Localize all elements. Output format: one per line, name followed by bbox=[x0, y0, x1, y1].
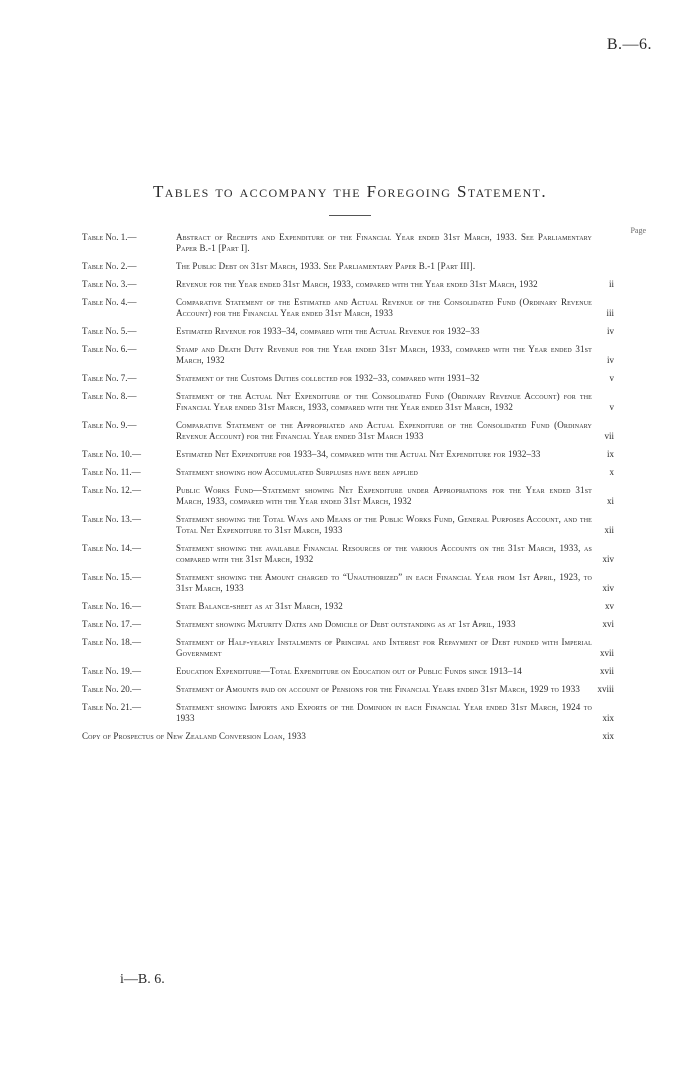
toc-entry-page: xix bbox=[602, 731, 614, 741]
toc-entry-text: Statement showing the available Financial Resources of the various Accounts on the 31st March, 1933, as compared with the 31st March, 1932 bbox=[176, 543, 592, 564]
toc-entry-label: Table No. 9.— bbox=[82, 420, 137, 430]
toc-entry bbox=[82, 326, 614, 337]
toc-entry-page: ii bbox=[608, 279, 614, 289]
toc-entry-label: Table No. 5.— bbox=[82, 326, 137, 336]
toc-entry-page: xviii bbox=[597, 684, 614, 694]
toc-entry-page: xvii bbox=[599, 666, 614, 676]
toc-entry-text: Abstract of Receipts and Expenditure of the Financial Year ended 31st March, 1933. See Parliamentary Paper B.-1 [Part I]. bbox=[176, 232, 592, 253]
toc-entry-page: x bbox=[609, 467, 614, 477]
toc-entry bbox=[82, 601, 614, 612]
toc-entry-label: Table No. 8.— bbox=[82, 391, 137, 401]
toc-entry-label: Table No. 14.— bbox=[82, 543, 141, 553]
toc-entry-text: Revenue for the Year ended 31st March, 1933, compared with the Year ended 31st March, 1932 bbox=[176, 279, 538, 289]
toc-entry-page: vii bbox=[604, 431, 614, 441]
toc-entry-label: Table No. 18.— bbox=[82, 637, 141, 647]
toc-entry-text: State Balance-sheet as at 31st March, 1932 bbox=[176, 601, 343, 611]
toc-entry-label: Table No. 15.— bbox=[82, 572, 141, 582]
toc-entry-text: Statement of Half-yearly Instalments of Principal and Interest for Repayment of Debt funded with Imperial Government bbox=[176, 637, 592, 658]
toc-entry bbox=[82, 420, 614, 442]
sheet-reference: i—B. 6. bbox=[120, 972, 165, 987]
toc-entry-label: Table No. 1.— bbox=[82, 232, 137, 242]
toc-entry-text: Statement showing the Total Ways and Means of the Public Works Fund, General Purposes Account, and the Total Net Expenditure to 31st March, 1933 bbox=[176, 514, 592, 535]
toc-entry bbox=[82, 232, 614, 254]
toc-entry-text: Statement showing Maturity Dates and Domicile of Debt outstanding as at 1st April, 1933 bbox=[176, 619, 516, 629]
toc-entry-page: iii bbox=[606, 308, 614, 318]
toc-entry-page: xi bbox=[606, 496, 614, 506]
toc-entry-text: Statement of Amounts paid on account of Pensions for the Financial Years ended 31st March, 1929 to 1933 bbox=[176, 684, 581, 694]
title-divider bbox=[329, 215, 371, 216]
toc-entry bbox=[82, 637, 614, 659]
toc-entry bbox=[82, 666, 614, 677]
toc-entry-page: xiv bbox=[602, 554, 614, 564]
toc-entry-page: xii bbox=[604, 525, 614, 535]
toc-entry-text: Statement showing the Amount charged to “Unauthorized” in each Financial Year from 1st April, 1923, to 31st March, 1933 bbox=[176, 572, 592, 593]
toc-entry-text: Public Works Fund—Statement showing Net Expenditure under Appropriations for the Year ended 31st March, 1933, compared with the Year ended 31st March, 1932 bbox=[176, 485, 592, 506]
toc-entry-text: Statement of the Customs Duties collected for 1932–33, compared with 1931–32 bbox=[176, 373, 480, 383]
toc-entry-page: xix bbox=[602, 713, 614, 723]
toc-entry-page: v bbox=[609, 373, 614, 383]
toc-entry bbox=[82, 543, 614, 565]
toc-entry bbox=[82, 731, 614, 742]
toc-entry-text: Estimated Revenue for 1933–34, compared with the Actual Revenue for 1932–33 bbox=[176, 326, 480, 336]
toc-entry-label: Table No. 17.— bbox=[82, 619, 141, 629]
toc-entry bbox=[82, 619, 614, 630]
toc-entry-text: Comparative Statement of the Appropriated and Actual Expenditure of the Consolidated Fund (Ordinary Revenue Account) for the Financial Year ended 31st March 1933 bbox=[176, 420, 592, 441]
toc-entry bbox=[82, 467, 614, 478]
table-of-contents bbox=[82, 232, 614, 749]
toc-entry-text: Statement of the Actual Net Expenditure of the Consolidated Fund (Ordinary Revenue Account) for the Financial Year ended 31st March, 1933, compared with the Year ended 31st March, 1932 bbox=[176, 391, 592, 412]
toc-entry-label: Table No. 10.— bbox=[82, 449, 141, 459]
toc-entry bbox=[82, 279, 614, 290]
toc-entry-label: Table No. 20.— bbox=[82, 684, 141, 694]
toc-entry-page: iv bbox=[606, 326, 614, 336]
toc-entry-label: Table No. 19.— bbox=[82, 666, 141, 676]
toc-entry-label: Table No. 11.— bbox=[82, 467, 141, 477]
toc-entry-text: Statement showing how Accumulated Surpluses have been applied bbox=[176, 467, 418, 477]
toc-entry-text: Comparative Statement of the Estimated and Actual Revenue of the Consolidated Fund (Ordinary Revenue Account) for the Financial Year ended 31st March, 1933 bbox=[176, 297, 592, 318]
toc-entry-label: Table No. 2.— bbox=[82, 261, 137, 271]
toc-entry-page: v bbox=[609, 402, 614, 412]
toc-entry bbox=[82, 702, 614, 724]
toc-entry-page: xv bbox=[605, 601, 614, 611]
toc-entry bbox=[82, 684, 614, 695]
toc-entry-text: The Public Debt on 31st March, 1933. See Parliamentary Paper B.-1 [Part III]. bbox=[176, 261, 476, 271]
toc-entry-label: Table No. 7.— bbox=[82, 373, 137, 383]
toc-entry-label: Table No. 12.— bbox=[82, 485, 141, 495]
toc-entry bbox=[82, 514, 614, 536]
toc-entry bbox=[82, 572, 614, 594]
toc-entry-label: Table No. 13.— bbox=[82, 514, 141, 524]
toc-entry-label: Table No. 4.— bbox=[82, 297, 137, 307]
toc-entry-page: ix bbox=[606, 449, 614, 459]
toc-entry-text: Copy of Prospectus of New Zealand Conversion Loan, 1933 bbox=[82, 731, 307, 741]
toc-entry-page: xvii bbox=[599, 648, 614, 658]
toc-entry bbox=[82, 485, 614, 507]
toc-entry bbox=[82, 391, 614, 413]
toc-entry-label: Table No. 3.— bbox=[82, 279, 137, 289]
toc-entry-text: Statement showing Imports and Exports of the Dominion in each Financial Year ended 31st March, 1924 to 1933 bbox=[176, 702, 592, 723]
page-column-label: Page bbox=[630, 226, 646, 235]
toc-entry-text: Estimated Net Expenditure for 1933–34, compared with the Actual Net Expenditure for 1932–33 bbox=[176, 449, 541, 459]
toc-entry-page: iv bbox=[606, 355, 614, 365]
toc-entry bbox=[82, 261, 614, 272]
toc-entry-page: xvi bbox=[602, 619, 614, 629]
toc-entry-text: Education Expenditure—Total Expenditure on Education out of Public Funds since 1913–14 bbox=[176, 666, 522, 676]
toc-entry-label: Table No. 21.— bbox=[82, 702, 141, 712]
toc-entry-page: xiv bbox=[602, 583, 614, 593]
toc-entry bbox=[82, 344, 614, 366]
toc-entry-label: Table No. 16.— bbox=[82, 601, 141, 611]
toc-entry-label: Table No. 6.— bbox=[82, 344, 137, 354]
document-reference: B.—6. bbox=[606, 36, 652, 53]
toc-entry bbox=[82, 449, 614, 460]
page-title: Tables to accompany the Foregoing Statement. bbox=[152, 182, 548, 201]
toc-entry bbox=[82, 373, 614, 384]
toc-entry-text: Stamp and Death Duty Revenue for the Year ended 31st March, 1933, compared with the Year ended 31st March, 1932 bbox=[176, 344, 592, 365]
toc-entry bbox=[82, 297, 614, 319]
